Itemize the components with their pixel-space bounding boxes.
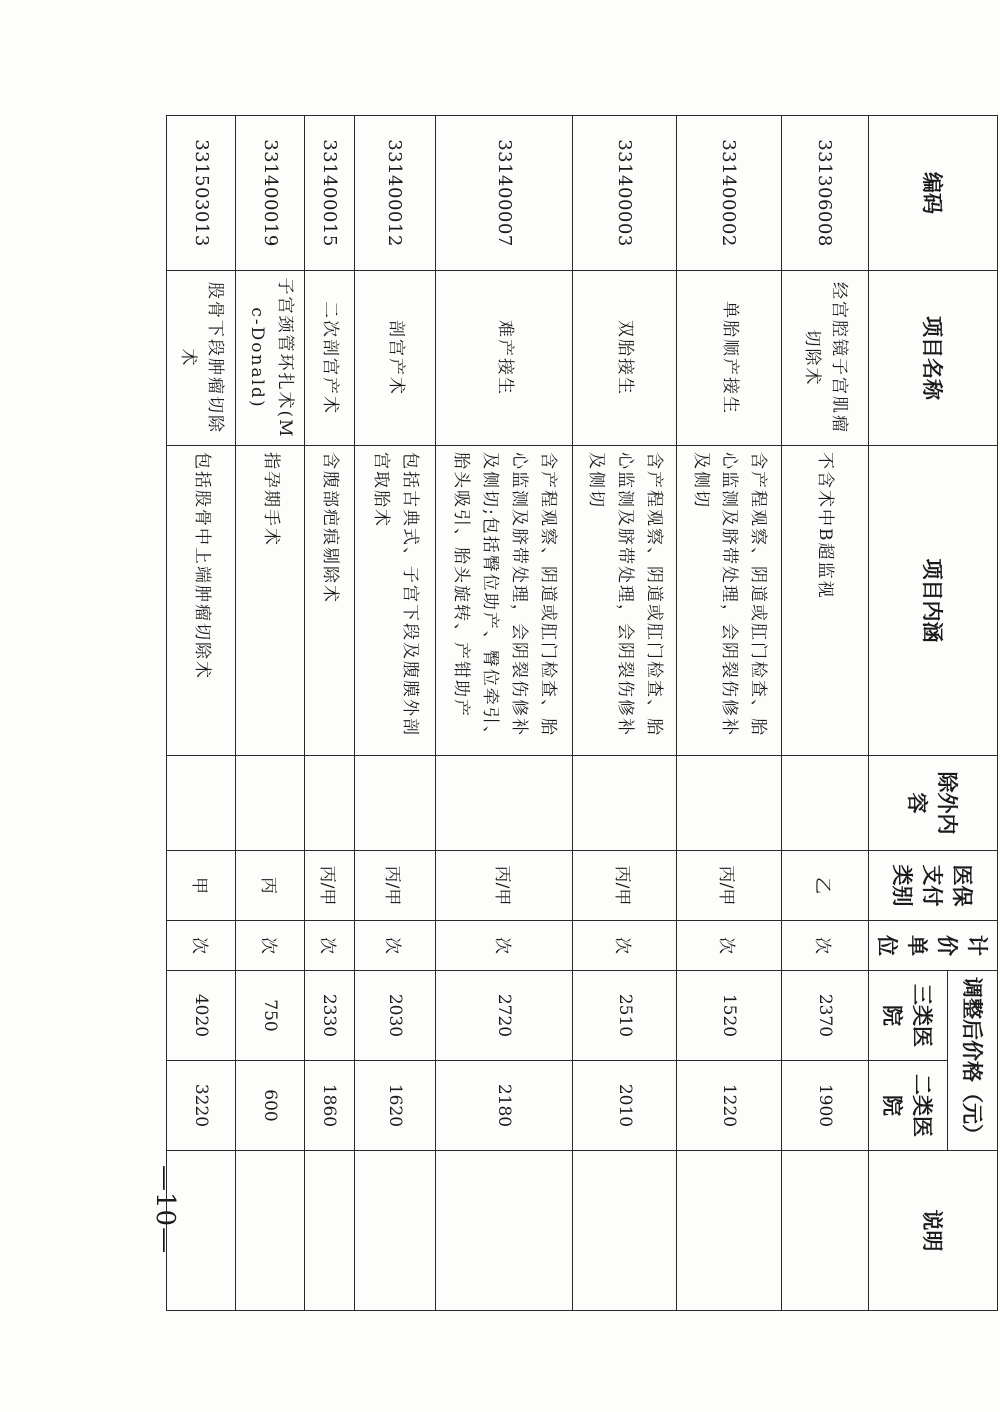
cell-notes (354, 1151, 436, 1311)
cell-notes (572, 1151, 676, 1311)
cell-unit: 次 (781, 921, 868, 971)
cell-insurance: 丙/甲 (436, 851, 572, 921)
cell-notes (167, 1151, 236, 1311)
cell-price-class2: 1220 (677, 1061, 781, 1151)
cell-price-class3: 2510 (572, 971, 676, 1061)
header-code: 编码 (869, 116, 998, 271)
cell-exclusions (572, 756, 676, 851)
cell-code: 331400007 (436, 116, 572, 271)
cell-code: 331503013 (167, 116, 236, 271)
cell-notes (677, 1151, 781, 1311)
cell-name: 经宫腔镜子宫肌瘤切除术 (781, 271, 868, 446)
cell-insurance: 乙 (781, 851, 868, 921)
cell-price-class3: 4020 (167, 971, 236, 1061)
cell-exclusions (236, 756, 305, 851)
table-row (236, 116, 305, 1311)
cell-unit: 次 (436, 921, 572, 971)
cell-unit: 次 (167, 921, 236, 971)
price-table (166, 115, 998, 1311)
cell-name: 股骨下段肿瘤切除术 (167, 271, 236, 446)
cell-unit: 次 (305, 921, 354, 971)
cell-unit: 次 (354, 921, 436, 971)
cell-name: 难产接生 (436, 271, 572, 446)
header-exclusions: 除外内容 (869, 756, 998, 851)
cell-code: 331400015 (305, 116, 354, 271)
cell-content: 指孕期手术 (236, 446, 305, 756)
cell-price-class2: 1860 (305, 1061, 354, 1151)
cell-price-class3: 2330 (305, 971, 354, 1061)
cell-insurance: 丙/甲 (305, 851, 354, 921)
cell-code: 331400012 (354, 116, 436, 271)
cell-exclusions (305, 756, 354, 851)
cell-unit: 次 (236, 921, 305, 971)
cell-price-class2: 600 (236, 1061, 305, 1151)
header-insurance: 医保支付类别 (869, 851, 998, 921)
header-price-class3: 三类医院 (869, 971, 948, 1061)
table-row (354, 116, 436, 1311)
cell-notes (305, 1151, 354, 1311)
cell-code: 331400002 (677, 116, 781, 271)
cell-content: 含产程观察、阴道或肛门检查、胎心监测及脐带处理，会阴裂伤修补及侧切 (572, 446, 676, 756)
cell-notes (781, 1151, 868, 1311)
cell-exclusions (677, 756, 781, 851)
cell-price-class3: 2030 (354, 971, 436, 1061)
cell-name: 双胎接生 (572, 271, 676, 446)
cell-price-class3: 750 (236, 971, 305, 1061)
table-row (781, 116, 868, 1311)
header-name: 项目名称 (869, 271, 998, 446)
cell-name: 子宫颈管环扎术(Mc-Donald) (236, 271, 305, 446)
cell-content: 不含术中B超监视 (781, 446, 868, 756)
header-price-group: 调整后价格（元） (948, 971, 998, 1151)
cell-price-class2: 1900 (781, 1061, 868, 1151)
cell-content: 包括古典式、子宫下段及腹膜外剖宫取胎术 (354, 446, 436, 756)
cell-exclusions (781, 756, 868, 851)
cell-name: 剖宫产术 (354, 271, 436, 446)
table-body (167, 116, 869, 1311)
cell-price-class2: 2180 (436, 1061, 572, 1151)
table-row (167, 116, 236, 1311)
cell-unit: 次 (677, 921, 781, 971)
cell-price-class2: 2010 (572, 1061, 676, 1151)
cell-insurance: 丙 (236, 851, 305, 921)
cell-content: 包括股骨中上端肿瘤切除术 (167, 446, 236, 756)
cell-price-class2: 1620 (354, 1061, 436, 1151)
header-row (948, 116, 998, 1311)
table-row (572, 116, 676, 1311)
cell-notes (236, 1151, 305, 1311)
cell-price-class2: 3220 (167, 1061, 236, 1151)
table-row (305, 116, 354, 1311)
cell-exclusions (436, 756, 572, 851)
cell-code: 331306008 (781, 116, 868, 271)
cell-name: 二次剖宫产术 (305, 271, 354, 446)
price-sheet (178, 115, 998, 1310)
cell-content: 含产程观察、阴道或肛门检查、胎心监测及脐带处理，会阴裂伤修补及侧切 (677, 446, 781, 756)
cell-insurance: 丙/甲 (677, 851, 781, 921)
cell-insurance: 丙/甲 (354, 851, 436, 921)
cell-content: 含腹部疤痕剔除术 (305, 446, 354, 756)
header-content: 项目内涵 (869, 446, 998, 756)
page-number: —10— (150, 1165, 180, 1255)
cell-code: 331400019 (236, 116, 305, 271)
header-unit: 计价单位 (869, 921, 998, 971)
table-row (436, 116, 572, 1311)
cell-code: 331400003 (572, 116, 676, 271)
cell-price-class3: 2370 (781, 971, 868, 1061)
header-notes: 说明 (869, 1151, 998, 1311)
cell-name: 单胎顺产接生 (677, 271, 781, 446)
cell-exclusions (167, 756, 236, 851)
cell-exclusions (354, 756, 436, 851)
table-row (677, 116, 781, 1311)
cell-price-class3: 1520 (677, 971, 781, 1061)
cell-price-class3: 2720 (436, 971, 572, 1061)
header-price-class2: 二类医院 (869, 1061, 948, 1151)
cell-insurance: 甲 (167, 851, 236, 921)
cell-content: 含产程观察、阴道或肛门检查、胎心监测及脐带处理，会阴裂伤修补及侧切;包括臀位助产、臀位牵引、胎头吸引、胎头旋转、产钳助产 (436, 446, 572, 756)
cell-unit: 次 (572, 921, 676, 971)
cell-insurance: 丙/甲 (572, 851, 676, 921)
cell-notes (436, 1151, 572, 1311)
